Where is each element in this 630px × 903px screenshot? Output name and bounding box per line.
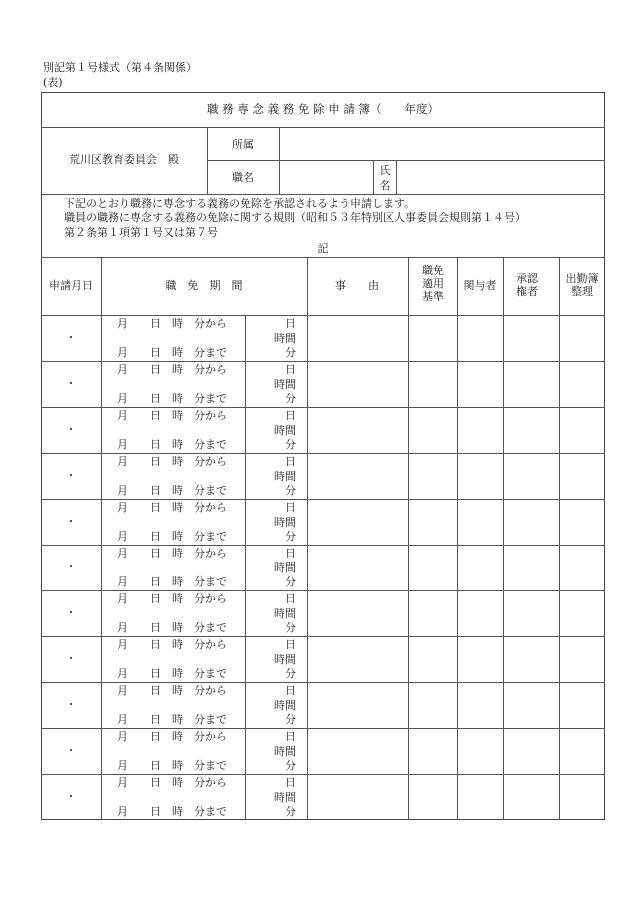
affiliation-label: 所属: [232, 138, 254, 151]
period-from: 月 日 時 分から: [117, 362, 227, 376]
affiliation-field[interactable]: [281, 130, 601, 158]
header-attendance: 出勤簿 整理: [565, 272, 599, 298]
period-minutes: 分: [285, 759, 296, 773]
statement-line-1: 下記のとおり職務に専念する義務の免除を承認されるよう申請します。: [64, 197, 416, 210]
header-approver: 承認 権者: [516, 272, 538, 298]
table-row[interactable]: [0, 499, 630, 545]
row-divider: [41, 774, 605, 775]
period-from: 月 日 時 分から: [117, 684, 227, 698]
apply-date-dot: ・: [65, 468, 77, 482]
row-divider: [41, 682, 605, 683]
divider: [41, 257, 605, 258]
period-hours: 時間: [274, 561, 296, 575]
period-minutes: 分: [285, 529, 296, 543]
table-row[interactable]: [0, 453, 630, 499]
side-label: (表): [43, 76, 63, 89]
period-from: 月 日 時 分から: [117, 776, 227, 790]
name-label-2: 名: [379, 179, 391, 192]
period-minutes: 分: [285, 621, 296, 635]
divider: [41, 194, 605, 195]
period-hours: 時間: [274, 331, 296, 345]
period-from: 月 日 時 分から: [117, 638, 227, 652]
period-until: 月 日 時 分まで: [117, 713, 227, 727]
period-day: 日: [285, 454, 296, 468]
period-day: 日: [285, 730, 296, 744]
table-row[interactable]: [0, 682, 630, 728]
header-period: 職 免 期 間: [165, 279, 243, 292]
name-field[interactable]: [398, 163, 602, 192]
period-day: 日: [285, 638, 296, 652]
statement-line-3: 第２条第１項第１号又は第７号: [64, 226, 218, 239]
position-field[interactable]: [281, 163, 371, 192]
apply-date-dot: ・: [65, 560, 77, 574]
period-minutes: 分: [285, 575, 296, 589]
period-from: 月 日 時 分から: [117, 546, 227, 560]
table-row[interactable]: [0, 407, 630, 453]
period-minutes: 分: [285, 391, 296, 405]
period-until: 月 日 時 分まで: [117, 483, 227, 497]
period-until: 月 日 時 分まで: [117, 575, 227, 589]
divider: [396, 160, 397, 194]
form-id: 別記第１号様式（第４条関係）: [43, 61, 197, 74]
addressee: 荒川区教育委員会 殿: [69, 153, 179, 166]
period-until: 月 日 時 分まで: [117, 667, 227, 681]
period-minutes: 分: [285, 345, 296, 359]
period-until: 月 日 時 分まで: [117, 804, 227, 818]
period-day: 日: [285, 592, 296, 606]
form-title: 職 務 専 念 義 務 免 除 申 請 簿（ 年度）: [206, 102, 440, 116]
header-related: 関与者: [463, 279, 497, 292]
ki-mark: 記: [317, 242, 329, 255]
apply-date-dot: ・: [65, 698, 77, 712]
row-divider: [41, 361, 605, 362]
period-from: 月 日 時 分から: [117, 592, 227, 606]
header-criteria: 職免 適用 基準: [422, 264, 444, 303]
period-until: 月 日 時 分まで: [117, 345, 227, 359]
period-hours: 時間: [274, 469, 296, 483]
apply-date-dot: ・: [65, 514, 77, 528]
apply-date-dot: ・: [65, 652, 77, 666]
apply-date-dot: ・: [65, 744, 77, 758]
row-divider: [41, 545, 605, 546]
period-hours: 時間: [274, 423, 296, 437]
divider: [41, 127, 605, 128]
row-divider: [41, 407, 605, 408]
period-day: 日: [285, 776, 296, 790]
period-until: 月 日 時 分まで: [117, 529, 227, 543]
table-row[interactable]: [0, 315, 630, 361]
period-from: 月 日 時 分から: [117, 730, 227, 744]
position-label: 職名: [232, 171, 254, 184]
period-day: 日: [285, 317, 296, 330]
period-until: 月 日 時 分まで: [117, 437, 227, 451]
period-day: 日: [285, 546, 296, 560]
period-day: 日: [285, 500, 296, 514]
statement-line-2: 職員の職務に専念する義務の免除に関する規則（昭和５３年特別区人事委員会規則第１４号）: [64, 211, 526, 224]
divider: [207, 160, 605, 161]
period-until: 月 日 時 分まで: [117, 621, 227, 635]
period-day: 日: [285, 408, 296, 422]
period-hours: 時間: [274, 377, 296, 391]
table-row[interactable]: [0, 545, 630, 591]
apply-date-dot: ・: [65, 376, 77, 390]
period-hours: 時間: [274, 745, 296, 759]
period-from: 月 日 時 分から: [117, 454, 227, 468]
row-divider: [41, 590, 605, 591]
row-divider: [41, 728, 605, 729]
period-hours: 時間: [274, 699, 296, 713]
table-row[interactable]: [0, 774, 630, 820]
name-label-1: 氏: [379, 164, 391, 177]
table-row[interactable]: [0, 636, 630, 682]
apply-date-dot: ・: [65, 790, 77, 804]
entry-rows: [0, 315, 630, 820]
period-until: 月 日 時 分まで: [117, 391, 227, 405]
period-minutes: 分: [285, 667, 296, 681]
period-from: 月 日 時 分から: [117, 408, 227, 422]
table-row[interactable]: [0, 728, 630, 774]
period-from: 月 日 時 分から: [117, 500, 227, 514]
apply-date-dot: ・: [65, 606, 77, 620]
period-day: 日: [285, 684, 296, 698]
table-row[interactable]: [0, 361, 630, 407]
period-minutes: 分: [285, 483, 296, 497]
period-from: 月 日 時 分から: [117, 317, 227, 330]
row-divider: [41, 499, 605, 500]
period-hours: 時間: [274, 607, 296, 621]
apply-date-dot: ・: [65, 422, 77, 436]
period-hours: 時間: [274, 515, 296, 529]
header-reason: 事 由: [335, 279, 379, 292]
period-minutes: 分: [285, 804, 296, 818]
apply-date-dot: ・: [65, 330, 77, 344]
divider: [373, 160, 374, 194]
period-minutes: 分: [285, 437, 296, 451]
period-hours: 時間: [274, 653, 296, 667]
period-until: 月 日 時 分まで: [117, 759, 227, 773]
row-divider: [41, 453, 605, 454]
period-minutes: 分: [285, 713, 296, 727]
row-divider: [41, 636, 605, 637]
period-hours: 時間: [274, 791, 296, 805]
period-day: 日: [285, 362, 296, 376]
table-row[interactable]: [0, 590, 630, 636]
header-apply-date: 申請月日: [49, 279, 93, 292]
